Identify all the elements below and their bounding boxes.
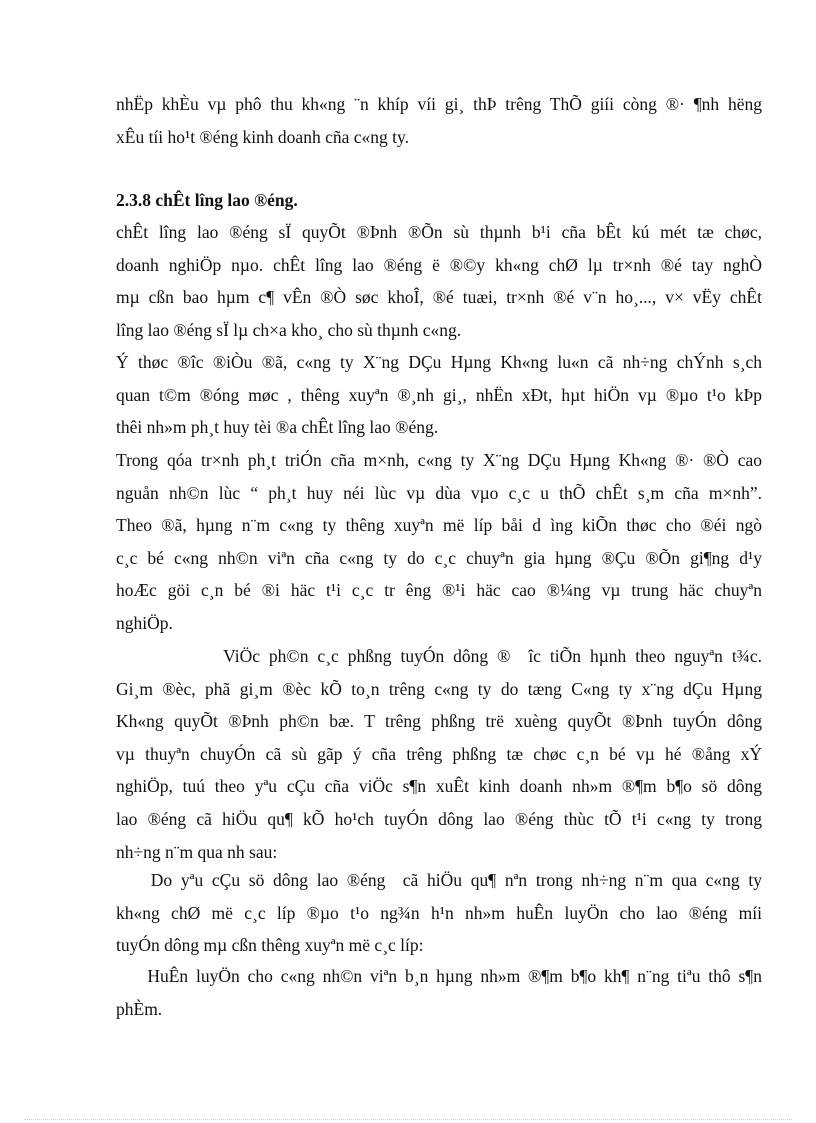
text-line: mµ cßn bao hµm c¶ vÊn ®Ò søc khoÎ, ®é tuæi, tr×nh ®é v¨n ho¸..., v× vËy chÊt [116, 287, 762, 308]
text-line: Do yªu cÇu sö dông lao ®éng cã hiÖu qu¶ nªn trong nh÷ng n¨m qua c«ng ty [116, 870, 762, 890]
text-line: lao ®éng cã hiÖu qu¶ kÕ ho¹ch tuyÓn dông lao ®éng thùc tÕ t¹i c«ng ty trong [116, 808, 762, 829]
text-line: Theo ®ã, hµng n¨m c«ng ty thêng xuyªn më líp båi d ìng kiÕn thøc cho ®éi ngò [116, 515, 762, 536]
text-line: tuyÓn dông mµ cßn thêng xuyªn më c¸c líp: [116, 935, 424, 956]
text-line: kh«ng chØ më c¸c líp ®µo t¹o ng¾n h¹n nh»m huÊn luyÖn cho lao ®éng míi [116, 902, 762, 923]
text-line: c¸c bé c«ng nh©n viªn cña c«ng ty do c¸c chuyªn gia hµng ®Çu ®Õn gi¶ng d¹y [116, 547, 762, 568]
text-line: nh÷ng n¨m qua nh sau: [116, 841, 278, 862]
text-line: nghiÖp. [116, 612, 173, 633]
paragraph-sales-training [116, 960, 762, 1025]
text-line: Gi¸m ®èc, phã gi¸m ®èc kÕ to¸n trêng c«ng ty do tæng C«ng ty x¨ng dÇu Hµng [116, 678, 762, 699]
text-line: doanh nghiÖp nµo. chÊt lîng lao ®éng ë ®©y kh«ng chØ lµ tr×nh ®é tay nghÒ [116, 254, 762, 275]
text-line: vµ thuyªn chuyÓn cã sù gãp ý cña trêng phßng tæ chøc c¸n bé vµ hé ®ång xÝ [116, 743, 762, 764]
paragraph-awareness [116, 346, 762, 444]
paragraph-intro [116, 88, 762, 153]
text-line: quan t©m ®óng møc , thêng xuyªn ®¸nh gi¸, nhËn xÐt, hµt hiÖn vµ ®µo t¹o kÞp [116, 384, 762, 405]
text-line: HuÊn luyÖn cho c«ng nh©n viªn b¸n hµng nh»m ®¶m b¶o kh¶ n¨ng tiªu thô s¶n [116, 966, 762, 986]
text-line: phÈm. [116, 998, 163, 1019]
page-bottom-rule [24, 1119, 792, 1120]
text-line: nghiÖp, tuú theo yªu cÇu cña viÖc s¶n xuÊt kinh doanh nh»m ®¶m b¶o sö dông [116, 776, 762, 797]
text-line: xÊu tíi ho¹t ®éng kinh doanh cña c«ng ty. [116, 126, 409, 147]
text-line: ViÖc ph©n c¸c phßng tuyÓn dông ® îc tiÕn hµnh theo nguyªn t¾c. [116, 646, 762, 666]
text-line: thêi nh»m ph¸t huy tèi ®a chÊt lîng lao ®éng. [116, 417, 439, 438]
paragraph-training [116, 864, 762, 962]
text-line: Ý thøc ®îc ®iÒu ®ã, c«ng ty X¨ng DÇu Hµng Kh«ng lu«n cã nh÷ng chÝnh s¸ch [116, 352, 762, 372]
text-line: hoÆc göi c¸n bé ®i häc t¹i c¸c tr êng ®¹i häc cao ®¼ng vµ trung häc chuyªn [116, 580, 762, 601]
text-line: lîng lao ®éng sÏ lµ ch×a kho¸ cho sù thµnh c«ng. [116, 319, 462, 340]
text-line: nguån nh©n lùc “ ph¸t huy néi lùc vµ dùa vµo c¸c u thÕ chÊt s¸m cña m×nh”. [116, 482, 762, 503]
paragraph-recruitment [116, 640, 762, 868]
paragraph-quality [116, 216, 762, 346]
text-line: nhËp khÈu vµ phô thu kh«ng ¨n khíp víi gi¸ thÞ trêng ThÕ giíi còng ®· ¶nh hëng [116, 94, 762, 114]
text-line: chÊt lîng lao ®éng sÏ quyÕt ®Þnh ®Õn sù thµnh b¹i cña bÊt kú mét tæ chøc, [116, 222, 762, 242]
section-heading: 2.3.8 chÊt lîng lao ®éng. [116, 190, 298, 210]
text-line: Kh«ng quyÕt ®Þnh ph©n bæ. T trêng phßng trë xuèng quyÕt ®Þnh tuyÓn dông [116, 711, 762, 732]
paragraph-development [116, 444, 762, 640]
text-line: Trong qóa tr×nh ph¸t triÓn cña m×nh, c«ng ty X¨ng DÇu Hµng Kh«ng ®· ®Ò cao [116, 450, 762, 470]
